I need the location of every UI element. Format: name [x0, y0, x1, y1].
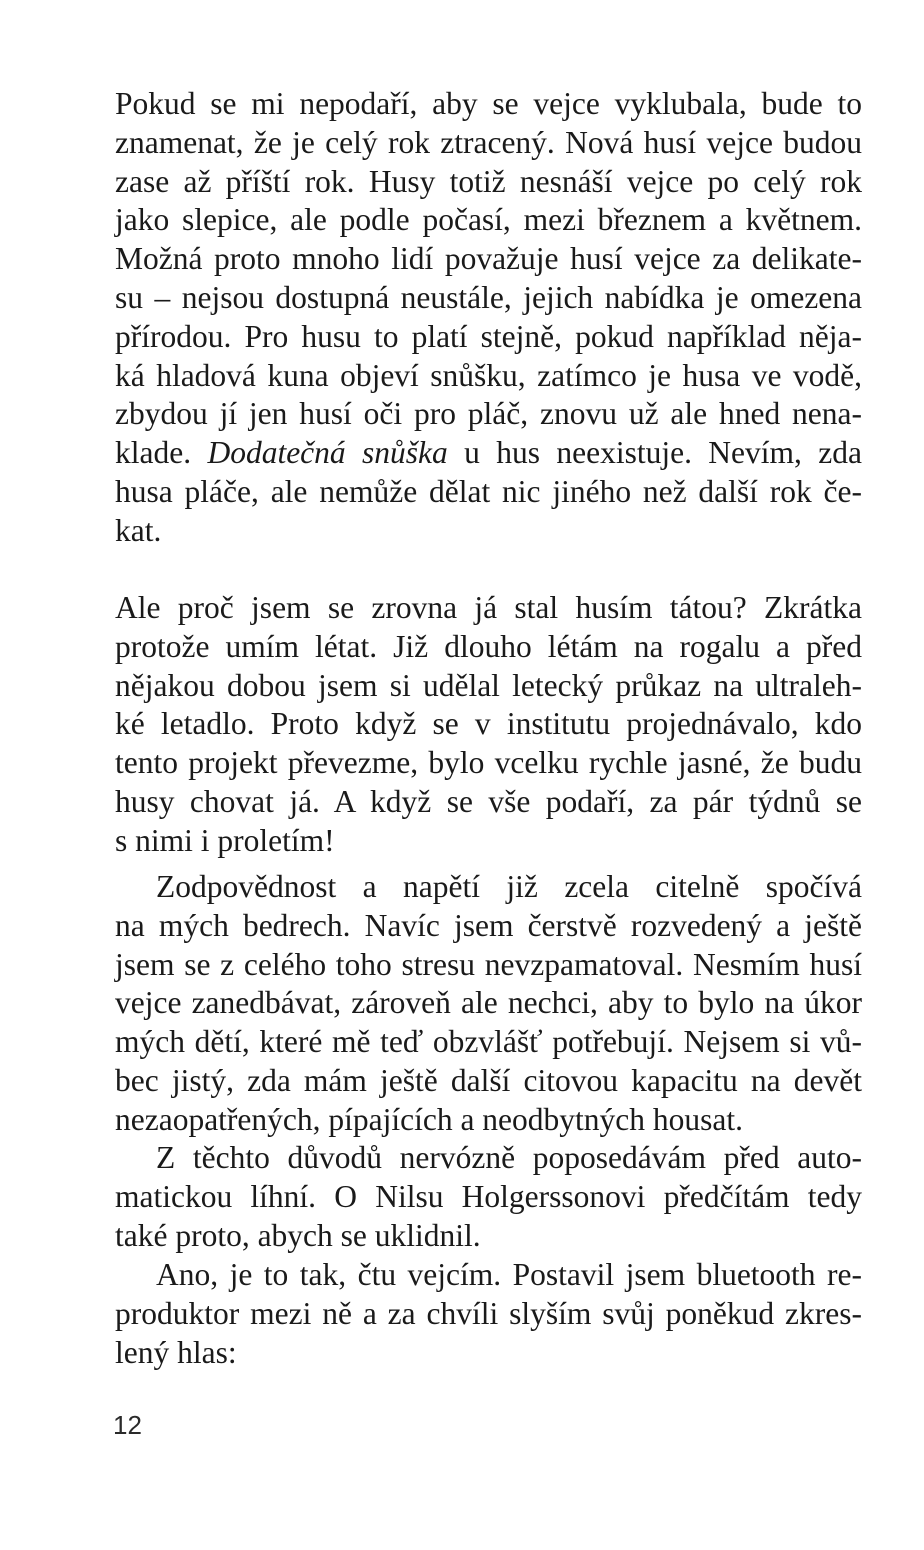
text-line: přírodou. Pro husu to platí stejně, pokud například něja-: [115, 318, 862, 354]
text-line: Pokud se mi nepodaří, aby se vejce vyklubala, bude to: [115, 86, 862, 121]
text-line: Zodpovědnost a napětí již zcela citelně spočívá: [156, 869, 862, 904]
text-line: ká hladová kuna objeví snůšku, zatímco je husa ve vodě,: [115, 357, 862, 393]
text-line: kat.: [115, 512, 162, 548]
text-line: lený hlas:: [115, 1334, 237, 1370]
text-line: také proto, abych se uklidnil.: [115, 1217, 481, 1253]
italic-term: Dodatečná snůška: [207, 435, 448, 471]
page-number: 12: [113, 1410, 142, 1440]
text-line: s nimi i proletím!: [115, 822, 335, 858]
text-line: protože umím létat. Již dlouho létám na rogalu a před: [115, 628, 862, 664]
text-line: jsem se z celého toho stresu nevzpamatoval. Nesmím husí: [115, 946, 862, 982]
text-line: znamenat, že je celý rok ztracený. Nová husí vejce budou: [115, 124, 862, 160]
text-line: zase až příští rok. Husy totiž nesnáší vejce po celý rok: [115, 163, 862, 199]
paragraph-responsibility: [115, 868, 862, 1140]
text-line: su – nejsou dostupná neustále, jejich nabídka je omezena: [115, 279, 862, 315]
text-line: nějakou dobou jsem si udělal letecký průkaz na ultraleh-: [115, 667, 862, 703]
paragraph-goose-father: [115, 589, 862, 861]
text-line: Z těchto důvodů nervózně poposedávám před auto-: [156, 1140, 862, 1175]
text-line: jako slepice, ale podle počasí, mezi březnem a květnem.: [115, 202, 862, 238]
text-line: Ale proč jsem se zrovna já stal husím tátou? Zkrátka: [115, 590, 862, 625]
text-line: produktor mezi ně a za chvíli slyším svůj poněkud zkres-: [115, 1295, 862, 1331]
text-line: bec jistý, zda mám ještě další citovou kapacitu na devět: [115, 1062, 862, 1098]
text-line: husa pláče, ale nemůže dělat nic jiného než další rok če-: [115, 473, 862, 509]
text-line: ké letadlo. Proto když se v institutu projednávalo, kdo: [115, 706, 862, 742]
paragraph-goose-eggs: [115, 85, 862, 551]
text-line: zbydou jí jen husí oči pro pláč, znovu už ale hned nena-: [115, 396, 862, 432]
text-line: husy chovat já. A když se vše podaří, za pár týdnů se: [115, 783, 862, 819]
paragraph-incubator: [115, 1139, 862, 1255]
text-line-with-italic: klade. Dodatečná snůška u hus neexistuje. Nevím, zda: [115, 435, 862, 471]
paragraph-reading-to-eggs: [115, 1256, 862, 1372]
text-line: na mých bedrech. Navíc jsem čerstvě rozvedený a ještě: [115, 907, 862, 943]
text-line: Možná proto mnoho lidí považuje husí vejce za delikate-: [115, 241, 862, 277]
text-line: tento projekt převezme, bylo vcelku rychle jasné, že budu: [115, 745, 862, 781]
text-line: vejce zanedbávat, zároveň ale nechci, aby to bylo na úkor: [115, 985, 862, 1021]
text-line: Ano, je to tak, čtu vejcím. Postavil jsem bluetooth re-: [156, 1257, 862, 1292]
text-line: mých dětí, které mě teď obzvlášť potřebují. Nejsem si vů-: [115, 1024, 862, 1060]
text-line: nezaopatřených, pípajících a neodbytných housat.: [115, 1101, 744, 1137]
text-line: matickou líhní. O Nilsu Holgerssonovi předčítám tedy: [115, 1178, 862, 1214]
